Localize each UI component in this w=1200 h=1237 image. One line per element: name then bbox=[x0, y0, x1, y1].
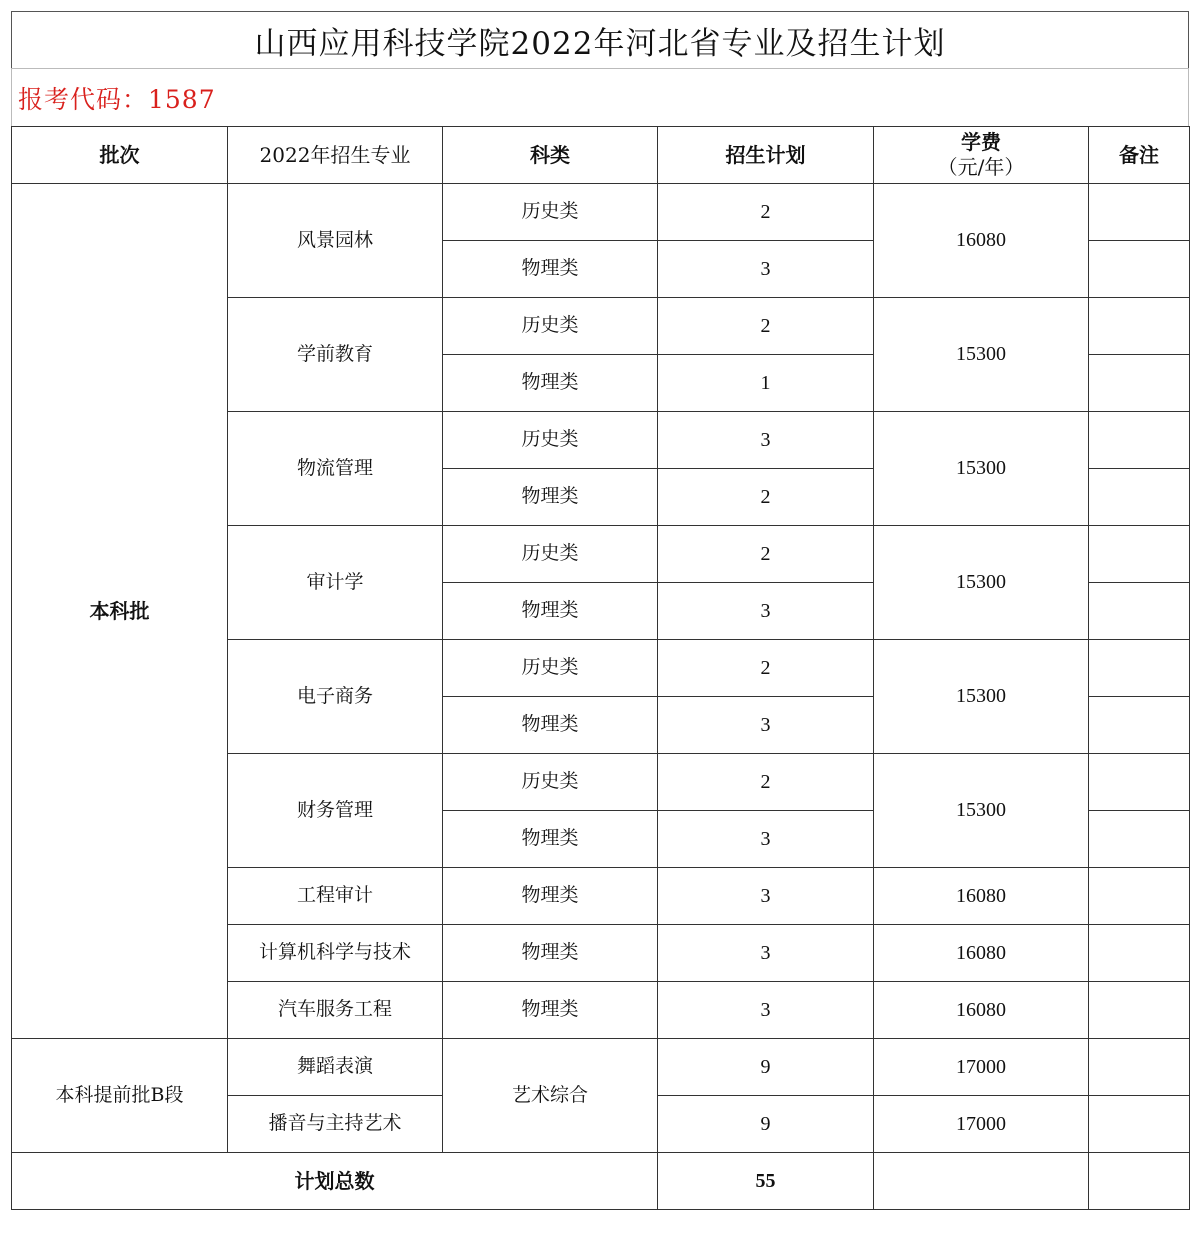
remark-cell bbox=[1089, 640, 1190, 697]
category-cell: 物理类 bbox=[443, 583, 658, 640]
admission-plan-sheet bbox=[11, 11, 1189, 1210]
category-cell: 物理类 bbox=[443, 355, 658, 412]
fee-cell: 17000 bbox=[874, 1039, 1089, 1096]
remark-cell bbox=[1089, 982, 1190, 1039]
plan-cell: 3 bbox=[658, 868, 874, 925]
remark-cell bbox=[1089, 754, 1190, 811]
major-cell: 风景园林 bbox=[228, 184, 443, 298]
remark-cell bbox=[1089, 1039, 1190, 1096]
remark-cell bbox=[1089, 412, 1190, 469]
remark-cell bbox=[1089, 925, 1190, 982]
fee-cell: 16080 bbox=[874, 982, 1089, 1039]
total-remark-empty bbox=[1089, 1153, 1190, 1210]
plan-cell: 2 bbox=[658, 298, 874, 355]
remark-cell bbox=[1089, 355, 1190, 412]
plan-cell: 2 bbox=[658, 754, 874, 811]
header-fee bbox=[874, 127, 1089, 184]
category-cell: 物理类 bbox=[443, 469, 658, 526]
category-cell: 历史类 bbox=[443, 754, 658, 811]
fee-cell: 15300 bbox=[874, 754, 1089, 868]
total-value: 55 bbox=[658, 1153, 874, 1210]
plan-cell: 3 bbox=[658, 925, 874, 982]
remark-cell bbox=[1089, 469, 1190, 526]
category-cell: 物理类 bbox=[443, 925, 658, 982]
fee-cell: 15300 bbox=[874, 412, 1089, 526]
header-plan: 招生计划 bbox=[658, 127, 874, 184]
fee-cell: 15300 bbox=[874, 526, 1089, 640]
plan-cell: 3 bbox=[658, 697, 874, 754]
category-cell: 物理类 bbox=[443, 697, 658, 754]
total-row bbox=[12, 1153, 1190, 1210]
category-cell: 物理类 bbox=[443, 241, 658, 298]
major-cell: 财务管理 bbox=[228, 754, 443, 868]
batch-cell: 本科批 bbox=[12, 184, 228, 1039]
remark-cell bbox=[1089, 526, 1190, 583]
category-cell: 历史类 bbox=[443, 412, 658, 469]
plan-cell: 2 bbox=[658, 640, 874, 697]
major-cell: 学前教育 bbox=[228, 298, 443, 412]
fee-cell: 15300 bbox=[874, 298, 1089, 412]
table-row bbox=[12, 184, 1190, 241]
category-cell: 历史类 bbox=[443, 526, 658, 583]
remark-cell bbox=[1089, 184, 1190, 241]
category-cell: 历史类 bbox=[443, 298, 658, 355]
remark-cell bbox=[1089, 298, 1190, 355]
page-title: 山西应用科技学院2022年河北省专业及招生计划 bbox=[11, 11, 1189, 68]
plan-cell: 3 bbox=[658, 811, 874, 868]
major-cell: 汽车服务工程 bbox=[228, 982, 443, 1039]
major-cell: 计算机科学与技术 bbox=[228, 925, 443, 982]
major-cell: 物流管理 bbox=[228, 412, 443, 526]
fee-cell: 15300 bbox=[874, 640, 1089, 754]
plan-cell: 9 bbox=[658, 1096, 874, 1153]
plan-cell: 9 bbox=[658, 1039, 874, 1096]
plan-cell: 2 bbox=[658, 526, 874, 583]
admission-plan-table bbox=[11, 126, 1190, 1210]
total-label: 计划总数 bbox=[12, 1153, 658, 1210]
table-row bbox=[12, 1039, 1190, 1096]
plan-cell: 3 bbox=[658, 583, 874, 640]
plan-cell: 3 bbox=[658, 241, 874, 298]
remark-cell bbox=[1089, 241, 1190, 298]
header-major: 2022年招生专业 bbox=[228, 127, 443, 184]
header-batch: 批次 bbox=[12, 127, 228, 184]
header-category: 科类 bbox=[443, 127, 658, 184]
fee-cell: 17000 bbox=[874, 1096, 1089, 1153]
plan-cell: 1 bbox=[658, 355, 874, 412]
fee-cell: 16080 bbox=[874, 184, 1089, 298]
category-cell: 艺术综合 bbox=[443, 1039, 658, 1153]
category-cell: 物理类 bbox=[443, 811, 658, 868]
plan-cell: 3 bbox=[658, 412, 874, 469]
batch-cell: 本科提前批B段 bbox=[12, 1039, 228, 1153]
major-cell: 工程审计 bbox=[228, 868, 443, 925]
major-cell: 播音与主持艺术 bbox=[228, 1096, 443, 1153]
table-header-row bbox=[12, 127, 1190, 184]
fee-cell: 16080 bbox=[874, 868, 1089, 925]
header-remark: 备注 bbox=[1089, 127, 1190, 184]
plan-cell: 2 bbox=[658, 469, 874, 526]
category-cell: 物理类 bbox=[443, 982, 658, 1039]
header-fee-line1: 学费 bbox=[961, 130, 1001, 154]
major-cell: 舞蹈表演 bbox=[228, 1039, 443, 1096]
fee-cell: 16080 bbox=[874, 925, 1089, 982]
remark-cell bbox=[1089, 697, 1190, 754]
major-cell: 电子商务 bbox=[228, 640, 443, 754]
category-cell: 物理类 bbox=[443, 868, 658, 925]
exam-code: 报考代码：1587 bbox=[11, 68, 1189, 126]
remark-cell bbox=[1089, 583, 1190, 640]
major-cell: 审计学 bbox=[228, 526, 443, 640]
remark-cell bbox=[1089, 1096, 1190, 1153]
plan-cell: 3 bbox=[658, 982, 874, 1039]
total-fee-empty bbox=[874, 1153, 1089, 1210]
category-cell: 历史类 bbox=[443, 184, 658, 241]
plan-cell: 2 bbox=[658, 184, 874, 241]
header-fee-line2: （元/年） bbox=[937, 155, 1025, 179]
category-cell: 历史类 bbox=[443, 640, 658, 697]
remark-cell bbox=[1089, 811, 1190, 868]
remark-cell bbox=[1089, 868, 1190, 925]
